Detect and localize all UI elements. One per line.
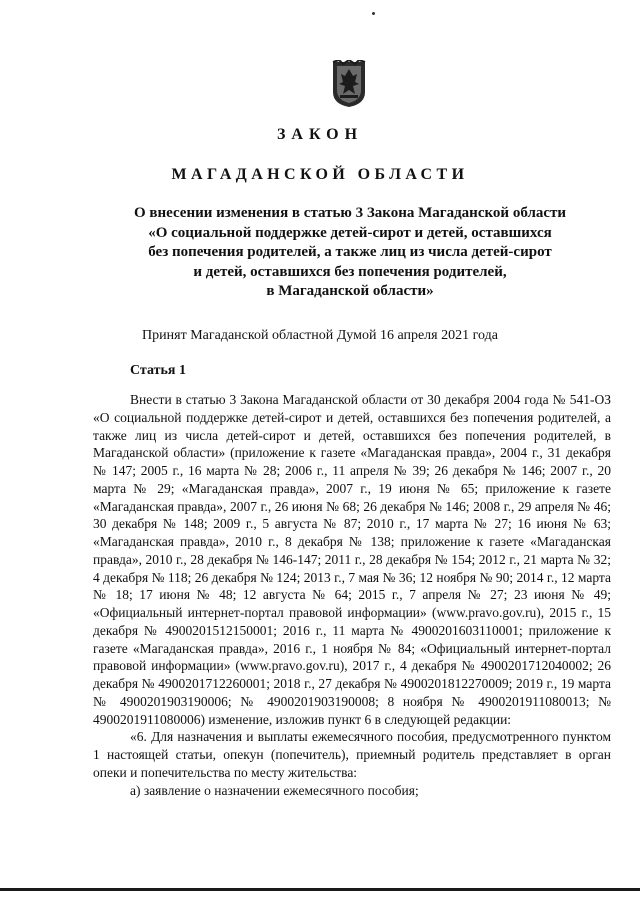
scan-bottom-edge [0, 888, 640, 891]
scan-speck [372, 12, 375, 15]
law-heading [60, 204, 640, 302]
body-list-item: а) заявление о назначении ежемесячного пособия; [130, 782, 419, 798]
article-heading: Статья 1 [130, 363, 186, 378]
article-body [93, 391, 611, 799]
body-paragraph: Внести в статью 3 Закона Магаданской области от 30 декабря 2004 года № 541-ОЗ «О социальной поддержке детей-сирот и детей, оставшихся без попечения родителей, а также лиц из числа детей-сирот и детей, оставшихся без попечения родителей, в Магаданской области» (приложение к газете «Магаданская правда», 2004 г., 31 декабря № 147; 2005 г., 16 марта № 28; 2006 г., 11 апреля № 39; 26 декабря № 146; 2007 г., 20 марта № 29; «Магаданская правда», 2007 г., 19 июня № 65; приложение к газете «Магаданская правда», 2007 г., 26 июня № 68; 26 декабря № 146; 2008 г., 29 апреля № 46; 30 декабря № 148; 2009 г., 5 августа № 87; 2010 г., 17 марта № 27; 16 июня № 63; «Магаданская правда», 2010 г., 8 декабря № 138; приложение к газете «Магаданская правда», 2010 г., 28 декабря № 146-147; 2011 г., 28 декабря № 154; 2012 г., 21 марта № 32; 4 декабря № 118; 26 декабря № 124; 2013 г., 7 мая № 36; 12 ноября № 90; 2014 г., 12 марта № 18; 17 июня № 48; 12 августа № 64; 2015 г., 7 апреля № 27; 23 июня № 49; «Официальный интернет-портал правовой информации» (www.pravo.gov.ru), 2015 г., 15 декабря № 4900201512150001; 2016 г., 11 марта № 4900201603110001; приложение к газете «Магаданская правда», 2016 г., 1 ноября № 84; «Официальный интернет-портал правовой информации» (www.pravo.gov.ru), 2017 г., 4 декабря № 4900201712040002; 26 декабря № 4900201712260001; 2018 г., 27 декабря № 4900201812270009; 2019 г., 19 марта № 4900201903190006; № 4900201903190008; 8 ноября № 4900201911080013; № 4900201911080006) изменение, изложив пункт 6 в следующей редакции: [93, 392, 611, 727]
heading-line: без попечения родителей, а также лиц из числа детей-сирот [148, 244, 552, 260]
adoption-note: Принят Магаданской областной Думой 16 апреля 2021 года [142, 328, 498, 343]
coat-of-arms-icon [331, 60, 367, 108]
body-paragraph: «6. Для назначения и выплаты ежемесячного пособия, предусмотренного пунктом 1 настоящей статьи, опекун (попечитель), приемный родитель представляет в орган опеки и попечительства по месту жительства: [93, 729, 611, 780]
law-title: ЗАКОН [276, 126, 364, 143]
heading-line: в Магаданской области» [266, 283, 434, 299]
heading-line: и детей, оставшихся без попечения родителей, [193, 263, 507, 280]
region-title: МАГАДАНСКОЙ ОБЛАСТИ [171, 166, 469, 183]
heading-line: О внесении изменения в статью 3 Закона Магаданской области [133, 205, 567, 221]
heading-line: «О социальной поддержке детей-сирот и детей, оставшихся [148, 224, 552, 241]
